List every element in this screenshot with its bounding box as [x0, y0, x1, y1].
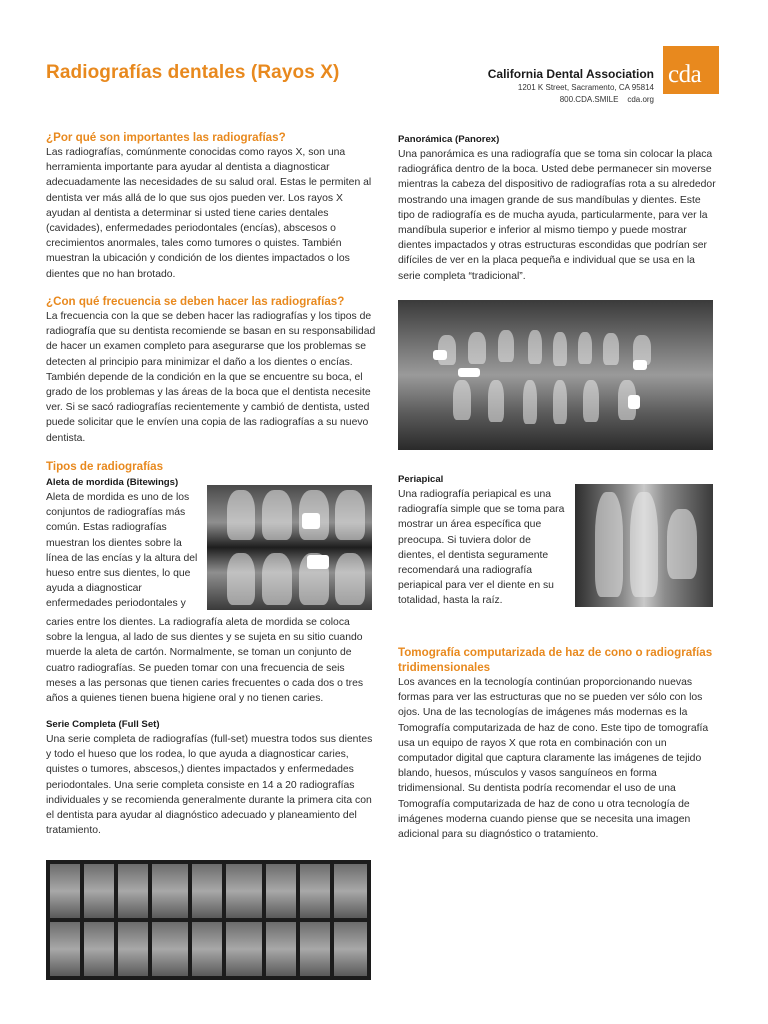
periapical-xray-image: [575, 484, 713, 607]
cbct-section: [398, 645, 716, 842]
org-contact: 800.CDA.SMILE cda.org: [559, 95, 654, 104]
page-title: Radiografías dentales (Rayos X): [46, 62, 340, 83]
why-heading: ¿Por qué son importantes las radiografías?: [46, 131, 286, 144]
bitewing-text-b: caries entre los dientes. La radiografía aleta de mordida se coloca sobre la lengua, al lado de sus dientes y se sujeta en su sitio cuando muerde la aleta de cartón. Normalmente, se toman un conjunto de cuatro radiografías. Se pueden tomar con una frecuencia de seis meses a las personas que tienen caries frecuentes o cada dos o tres años a quienes tienen buena higiene oral y no tienen caries.: [46, 617, 364, 705]
bitewing-section-b: [46, 615, 376, 706]
bitewing-heading: Aleta de mordida (Bitewings): [46, 477, 179, 488]
pano-text: Una panorámica es una radiografía que se toma sin colocar la placa radiográfica dentro de la boca. Usted debe permanecer sin moverse mientras la cabeza del dispositivo de radiografías rota a su alrededor mostrando una imagen grande de sus mandíbulas y dientes. Este tipo de radiografía es de mucha ayuda, particularmente, para ver la mandíbula superior e inferior al mismo tiempo y puede mostrar dientes impactados y otras estructuras escondidas que podrían ser difíciles de ver en la placa pequeña e individual que se usa en la serie completa “tradicional”.: [398, 149, 716, 282]
peri-section: [398, 473, 568, 609]
pano-section: [398, 133, 716, 284]
panoramic-xray-image: [398, 300, 713, 450]
freq-section: [46, 294, 376, 446]
freq-text: La frecuencia con la que se deben hacer las radiografías y los tipos de radiografía que su dentista recomiende se basan en su responsabilidad de hacer un examen completo para asegurarse que los problemas se detecten al principio para minimizar el daño a los dientes o encías. También depende de la condición en la que se encuentre su boca, el grado de los problemas y las áreas de la boca que el dentista necesite ver. Si se sacó radiografías recientemente y cambió de dentista, usted puede solicitar que le envíen una copia de las radiografías a su nuevo dentista.: [46, 311, 376, 444]
full-set-xray-image: [46, 860, 371, 980]
why-section: [46, 130, 376, 282]
freq-heading: ¿Con qué frecuencia se deben hacer las radiografías?: [46, 295, 345, 308]
cda-logo: [663, 46, 719, 94]
org-name: California Dental Association: [487, 67, 654, 81]
logo-text: cda: [668, 61, 702, 88]
peri-heading: Periapical: [398, 474, 444, 485]
types-section: [46, 459, 376, 474]
peri-text: Una radiografía periapical es una radiografía simple que se toma para mostrar un área específica que preocupa. Si tuviera dolor de dientes, el dentista seguramente recomendará una radiografía periapical para ver el diente en su totalidad, hasta la raíz.: [398, 489, 565, 607]
fullset-section: [46, 718, 376, 838]
bitewing-xray-image: [207, 485, 372, 610]
types-heading: Tipos de radiografías: [46, 460, 164, 473]
fullset-heading: Serie Completa (Full Set): [46, 719, 160, 730]
cbct-text: Los avances en la tecnología continúan proporcionando nuevas formas para ver las estructuras que no se pueden ver sólo con los ojos. Una de las tecnologías de imágenes más modernas es la Tomografía computarizada de haz de cono. Este tipo de tomografía usa un equipo de rayos X que rota en combinación con un computador digital que captura claramente las imágenes de tejido blando, huesos, músculos y vasos sanguíneos en forma tridimensional. Su dentista podría recomendar el uso de una Tomografía computarizada de haz de cono u otra tecnología de imágenes moderna cuando piense que se necesita una imagen adicional para su diagnóstico o tratamiento.: [398, 677, 709, 841]
fullset-text: Una serie completa de radiografías (full-set) muestra todos sus dientes y todo el hueso que los rodea, lo que ayuda a diagnosticar caries, quistes o tumores, abscesos,) dientes impactados y enfermedades periodontales. Una serie completa consiste en 14 a 20 radiografías individuales y se recomienda generalmente durante la primera cita con el dentista para ayudar al diagnóstico adecuado y planeamiento del tratamiento.: [46, 734, 373, 837]
org-info: [488, 67, 654, 105]
bitewing-section-a: [46, 476, 201, 612]
org-address: 1201 K Street, Sacramento, CA 95814: [517, 83, 654, 92]
pano-heading: Panorámica (Panorex): [398, 134, 500, 145]
why-text: Las radiografías, comúnmente conocidas como rayos X, son una herramienta importante para ayudar al dentista a diagnosticar adecuadamente las necesidades de su salud oral. Estas le permiten al dentista ver más allá de lo que sus ojos pueden ver. Los rayos X ayudan al dentista a determinar si usted tiene caries dentales (cavidades), enfermedades periodontales (encías), abscesos o crecimientos anormales, tales como tumores o quistes. También muestran la ubicación y condición de los dientes impactados o los dientes que no han brotado.: [46, 147, 372, 280]
cbct-heading: Tomografía computarizada de haz de cono o radiografías tridimensionales: [398, 646, 713, 674]
bitewing-text-a: Aleta de mordida es uno de los conjuntos de radiografías más común. Estas radiografías muestran los dientes sobre la línea de las encías y la altura del hueso entre sus dientes, lo que ayuda a diagnosticar enfermedades periodontales y: [46, 492, 198, 610]
